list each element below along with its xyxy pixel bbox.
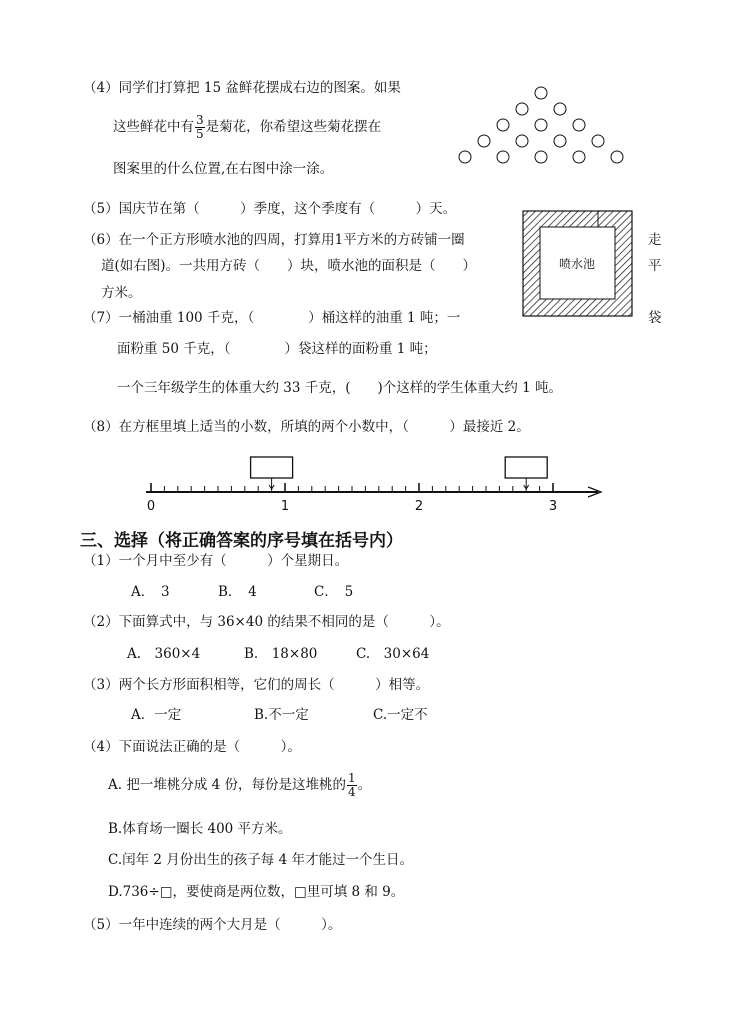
section3-title: 三、选择（将正确答案的序号填在括号内）	[80, 531, 403, 551]
q4-fraction-num: 3	[196, 113, 204, 127]
flower-triangle-diagram	[0, 0, 744, 200]
choice1-option-a[interactable]: A． 3	[131, 584, 170, 600]
q6-line1: （6）在一个正方形喷水池的四周，打算用1平方米的方砖铺一圈	[83, 232, 465, 248]
choice2-option-a[interactable]: A. 360×4	[127, 646, 201, 662]
q4-line2-post: 是菊花，你希望这些菊花摆在	[205, 119, 382, 135]
flower-circle[interactable]	[554, 103, 566, 115]
choice1-option-c[interactable]: C． 5	[314, 584, 354, 600]
flower-circle[interactable]	[535, 151, 547, 163]
q7-side-char: 袋	[648, 310, 662, 326]
flower-circle[interactable]	[554, 135, 566, 147]
answer-box-1[interactable]	[251, 457, 293, 478]
q6-side-char-2: 平	[648, 258, 662, 274]
flower-circle[interactable]	[535, 119, 547, 131]
q4-line1: （4）同学们打算把 15 盆鲜花摆成右边的图案。如果	[83, 80, 401, 96]
flower-circle[interactable]	[497, 119, 509, 131]
q6-side-char-1: 走	[648, 232, 662, 248]
flower-circle[interactable]	[611, 151, 623, 163]
tick-label-2: 2	[414, 499, 424, 514]
flower-circle[interactable]	[516, 135, 528, 147]
fountain-pool-diagram	[522, 210, 634, 318]
flower-circle[interactable]	[459, 151, 471, 163]
choice3-option-b[interactable]: B.不一定	[254, 707, 309, 723]
choice1-option-b[interactable]: B． 4	[218, 584, 257, 600]
choice4-question: （4）下面说法正确的是（ ）。	[83, 739, 301, 755]
answer-box-2[interactable]	[505, 457, 547, 478]
q6-line3: 方米。	[101, 285, 142, 301]
q5-line: （5）国庆节在第（ ）季度，这个季度有（ ）天。	[83, 201, 457, 217]
flower-circle[interactable]	[516, 103, 528, 115]
flower-circle[interactable]	[592, 135, 604, 147]
choice3-option-c[interactable]: C.一定不	[373, 707, 428, 723]
flower-circle[interactable]	[478, 135, 490, 147]
choice2-option-c[interactable]: C. 30×64	[356, 646, 430, 662]
choice2-question: （2）下面算式中，与 36×40 的结果不相同的是（ ）。	[83, 614, 450, 630]
flower-circle[interactable]	[497, 151, 509, 163]
choice1-question: （1）一个月中至少有（ ）个星期日。	[83, 553, 349, 569]
choice3-question: （3）两个长方形面积相等，它们的周长（ ）相等。	[83, 677, 430, 693]
q8-line: （8）在方框里填上适当的小数，所填的两个小数中，（ ）最接近 2。	[83, 419, 530, 435]
tick-label-0: 0	[146, 499, 156, 514]
flower-circle[interactable]	[573, 119, 585, 131]
q4-fraction-den: 5	[196, 127, 204, 141]
choice4-a-text: A. 把一堆桃分成 4 份，每份是这堆桃的	[108, 777, 347, 793]
q7-line2: 面粉重 50 千克，（ ）袋这样的面粉重 1 吨；	[117, 341, 437, 357]
flower-circle[interactable]	[535, 87, 547, 99]
tick-label-3: 3	[548, 499, 558, 514]
choice4-option-a[interactable]	[108, 768, 371, 802]
choice4-option-b[interactable]: B.体育场一圈长 400 平方米。	[108, 821, 292, 837]
q7-line1: （7）一桶油重 100 千克，（ ）桶这样的油重 1 吨；一	[83, 310, 461, 326]
choice5-question: （5）一年中连续的两个大月是（ ）。	[83, 917, 342, 933]
choice4-a-fraction-num: 1	[348, 771, 356, 785]
flower-circle[interactable]	[573, 151, 585, 163]
q6-line2: 道(如右图)。一共用方砖（ ）块，喷水池的面积是（ ）	[101, 258, 477, 274]
choice3-option-a[interactable]: A．一定	[131, 707, 182, 723]
choice4-a-end: 。	[357, 777, 372, 793]
choice4-a-fraction	[347, 772, 357, 799]
q7-line3: 一个三年级学生的体重大约 33 千克，( )个这样的学生体重大约 1 吨。	[117, 380, 562, 396]
q4-line3: 图案里的什么位置,在右图中涂一涂。	[113, 161, 334, 177]
choice4-option-c[interactable]: C.闰年 2 月份出生的孩子每 4 年才能过一个生日。	[108, 852, 413, 868]
q4-line2-pre: 这些鲜花中有	[113, 119, 194, 135]
pool-label: 喷水池	[558, 257, 596, 271]
choice4-a-fraction-den: 4	[348, 785, 356, 799]
choice2-option-b[interactable]: B. 18×80	[244, 646, 318, 662]
choice4-option-d[interactable]: D.736÷□，要使商是两位数，□里可填 8 和 9。	[108, 884, 405, 900]
number-line	[0, 440, 744, 520]
tick-label-1: 1	[280, 499, 290, 514]
